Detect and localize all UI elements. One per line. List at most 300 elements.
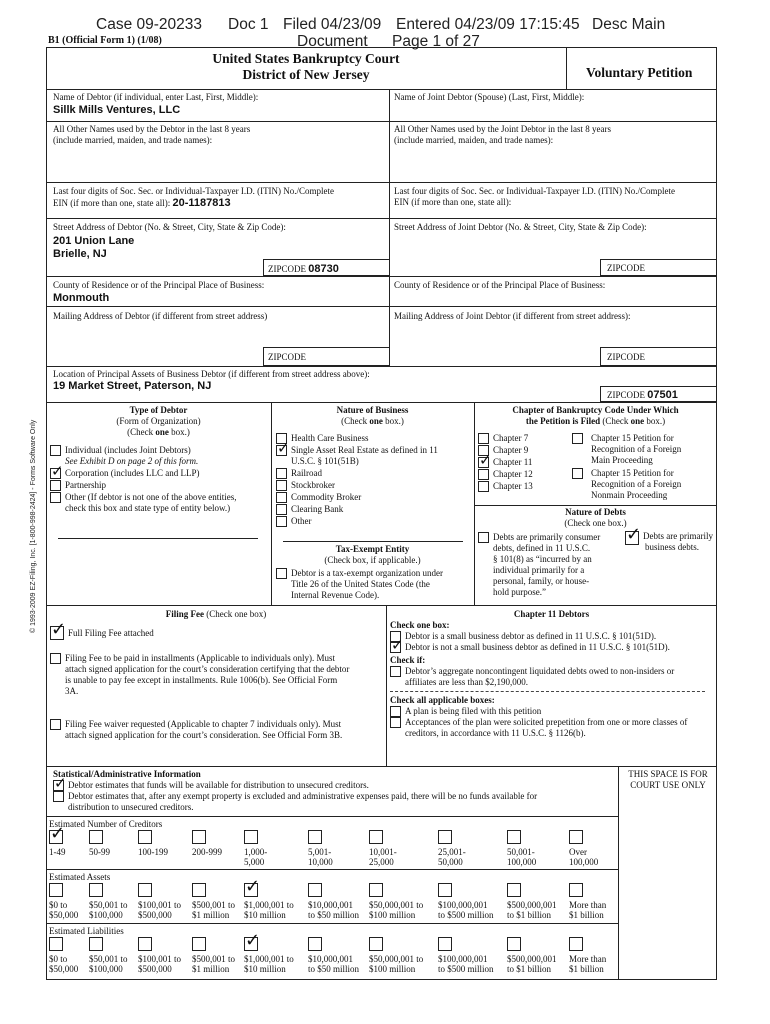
mailing-zip-label: ZIPCODE (268, 352, 306, 362)
business-label-2: business debts. (645, 541, 699, 552)
stats-title: Statistical/Administrative Information (53, 769, 201, 779)
creditors-checkbox[interactable] (244, 830, 258, 844)
creditors-range-line-1: 25,001- (438, 847, 466, 857)
liabilities-option[interactable] (308, 937, 359, 975)
option-railroad[interactable] (276, 468, 474, 479)
creditors-range-line-1: 50,001- (507, 847, 535, 857)
assets-range-line-2: to $1 billion (507, 910, 552, 921)
type-of-debtor-options (50, 445, 270, 515)
option-commodity[interactable] (276, 492, 474, 503)
other-names-line-2: (include married, maiden, and trade names): (53, 134, 213, 145)
option-ch7[interactable] (478, 433, 568, 444)
street-zip-value: 08730 (308, 263, 339, 275)
nob-sub-bold: one (369, 415, 383, 426)
case-number: Case 09-20233 (96, 16, 202, 33)
option-tax-exempt[interactable] (276, 568, 474, 602)
assets-range-line-2: to $50 million (308, 910, 360, 921)
installments-label-2: attach signed application for the court’s consideration certifying that the debtor (65, 663, 350, 674)
side-copyright: © 1993-2009 EZ-Filing, Inc. [1-800-998-2424] - Forms Software Only (30, 419, 37, 633)
ch12-checkbox[interactable] (478, 469, 489, 480)
full-fee-label: Full Filing Fee attached (68, 628, 154, 638)
option-other-entity[interactable] (50, 492, 270, 514)
ch13-checkbox[interactable] (478, 481, 489, 492)
stockbroker-label: Stockbroker (291, 479, 335, 490)
consumer-label-1: Debts are primarily consumer (493, 532, 601, 542)
aggregate-debts-checkbox[interactable] (390, 666, 401, 677)
liabilities-range-line-1: $1,000,001 to (244, 954, 294, 964)
assets-range-line-2: to $500 million (438, 910, 494, 921)
option-ch15-nonmain[interactable] (572, 468, 717, 501)
liabilities-range-line-2: $1 million (192, 964, 230, 975)
liabilities-range-line-2: $500,000 (138, 964, 172, 975)
plan-filed-label: A plan is being filed with this petition (405, 705, 542, 716)
creditors-checkbox[interactable] (569, 830, 583, 844)
ch11-dashed-divider (390, 691, 705, 692)
chapter-title-1: Chapter of Bankruptcy Code Under Which (512, 405, 679, 415)
assets-checkbox[interactable] (569, 883, 583, 897)
consumer-label-2: debts, defined in 11 U.S.C. (493, 542, 591, 553)
joint-mailing-zip-box (600, 347, 717, 366)
creditors-range-line-1: Over (569, 847, 587, 857)
option-consumer-debts[interactable] (478, 532, 618, 599)
ch15-nonmain-checkbox[interactable] (572, 468, 583, 479)
assets-option[interactable] (369, 883, 423, 921)
liabilities-checkbox[interactable] (507, 937, 521, 951)
ch12-label: Chapter 12 (493, 469, 533, 479)
nature-of-debts-header (474, 507, 717, 529)
option-acceptances[interactable] (390, 717, 715, 739)
option-other-business[interactable] (276, 516, 474, 527)
assets-option[interactable] (244, 883, 294, 921)
chapter-options-left (478, 433, 568, 493)
creditors-range-line-2: 25,000 (369, 857, 394, 868)
ch11-debtors-options (390, 620, 715, 740)
liabilities-option[interactable] (507, 937, 557, 975)
court-title (46, 51, 566, 84)
liabilities-option[interactable] (49, 937, 78, 975)
consumer-label-3: § 101(8) as “incurred by an (493, 553, 592, 564)
liabilities-range-line-2: $100,000 (89, 964, 123, 975)
nob-sub-pre: (Check (341, 415, 370, 426)
assets-title: Estimated Assets (49, 872, 111, 882)
tax-exempt-label-3: Internal Revenue Code). (291, 589, 380, 600)
liabilities-range-line-2: $50,000 (49, 964, 79, 975)
court-line-2: District of New Jersey (242, 67, 370, 83)
form-id: B1 (Official Form 1) (1/08) (48, 35, 162, 46)
ein-line-2 (53, 197, 334, 210)
stockbroker-checkbox[interactable] (276, 480, 287, 491)
liabilities-checkbox[interactable] (438, 937, 452, 951)
assets-range-line-2: $1 billion (569, 910, 604, 921)
acceptances-label-2: creditors, in accordance with 11 U.S.C. § 1126(b). (405, 727, 586, 738)
individual-label: Individual (includes Joint Debtors) (65, 445, 191, 455)
assets-checkbox[interactable] (308, 883, 322, 897)
option-fee-waiver[interactable] (50, 719, 383, 741)
liabilities-range-line-2: to $50 million (308, 964, 360, 975)
street-zip-box (263, 259, 390, 276)
assets-option[interactable] (192, 883, 235, 921)
option-single-asset[interactable] (276, 445, 474, 467)
fee-waiver-checkbox[interactable] (50, 719, 61, 730)
nature-of-debts-title: Nature of Debts (565, 507, 626, 517)
liabilities-option[interactable] (369, 937, 423, 975)
creditors-range-line-1: 100-199 (138, 847, 168, 857)
liabilities-checkbox[interactable] (369, 937, 383, 951)
chapter-header (474, 405, 717, 427)
ch11-debtors-title: Chapter 11 Debtors (513, 609, 590, 619)
plan-filed-checkbox[interactable] (390, 706, 401, 717)
partnership-checkbox[interactable] (50, 480, 61, 491)
assets-option[interactable] (138, 883, 181, 921)
filing-fee-title (46, 609, 386, 620)
other-business-label: Other (291, 515, 312, 526)
option-ch13[interactable] (478, 481, 568, 492)
creditors-option[interactable] (244, 830, 267, 868)
installments-checkbox[interactable] (50, 653, 61, 664)
creditors-range-line-1: 1,000- (244, 847, 268, 857)
liabilities-range-line-1: $500,001 to (192, 954, 236, 964)
assets-checkbox[interactable] (438, 883, 452, 897)
creditors-checkbox[interactable] (438, 830, 452, 844)
stats-block (53, 769, 615, 813)
joint-other-names-line-2: (include married, maiden, and trade names): (394, 134, 554, 145)
liabilities-checkbox[interactable] (49, 937, 63, 951)
ein-label-line-1: Last four digits of Soc. Sec. or Individual-Taxpayer I.D. (ITIN) No./Complete (53, 186, 335, 196)
liabilities-checkbox[interactable] (308, 937, 322, 951)
clearing-checkbox[interactable] (276, 504, 287, 515)
option-clearing[interactable] (276, 504, 474, 515)
entity-type-line[interactable] (58, 538, 258, 539)
voluntary-petition-title: Voluntary Petition (586, 65, 693, 80)
creditors-range-line-1: 5,001- (308, 847, 332, 857)
creditors-option[interactable] (138, 830, 168, 857)
ein-value: 20-1187813 (172, 196, 231, 209)
liabilities-option[interactable] (138, 937, 181, 975)
liabilities-range-line-1: $500,000,001 (507, 954, 557, 964)
not-small-business-checkbox[interactable] (390, 642, 401, 653)
mailing-zip-box (263, 347, 390, 366)
assets-range-line-2: $100,000 (89, 910, 123, 921)
clearing-label: Clearing Bank (291, 503, 344, 514)
mailing-label: Mailing Address of Debtor (if different from street address) (53, 311, 268, 321)
ein-label-line-2: EIN (if more than one, state all): (53, 197, 171, 208)
ch15-main-label-2: Recognition of a Foreign (591, 443, 682, 454)
filing-fee-title-rest: (Check one box) (204, 609, 267, 619)
joint-ein-label (394, 186, 675, 208)
creditors-option[interactable] (49, 830, 66, 857)
liabilities-option[interactable] (192, 937, 235, 975)
chapter-title-2 (474, 416, 717, 427)
liabilities-checkbox[interactable] (192, 937, 206, 951)
individual-note: See Exhibit D on page 2 of this form. (65, 455, 199, 466)
chapter-title-2-check: (Check (602, 415, 631, 426)
joint-ein-label-line-1: Last four digits of Soc. Sec. or Individual-Taxpayer I.D. (ITIN) No./Complete (394, 186, 676, 196)
creditors-checkbox[interactable] (89, 830, 103, 844)
option-no-funds[interactable] (53, 791, 615, 813)
liabilities-range-line-1: $0 to (49, 954, 68, 964)
type-of-debtor-title: Type of Debtor (129, 405, 188, 415)
full-fee-checkbox[interactable] (50, 626, 64, 640)
assets-range-line-1: $500,001 to (192, 900, 236, 910)
creditors-option[interactable] (192, 830, 222, 857)
creditors-title: Estimated Number of Creditors (49, 819, 163, 829)
railroad-label: Railroad (291, 467, 322, 478)
corporation-checkbox[interactable] (50, 468, 61, 479)
creditors-option[interactable] (89, 830, 110, 857)
commodity-label: Commodity Broker (291, 491, 362, 502)
no-funds-label-1: Debtor estimates that, after any exempt property is excluded and administrative expenses paid, there will be no funds available for (68, 790, 538, 801)
joint-other-names-line-1: All Other Names used by the Joint Debtor in the last 8 years (394, 124, 611, 134)
no-funds-checkbox[interactable] (53, 791, 64, 802)
chapter-title-2-bold: one (630, 415, 645, 426)
creditors-checkbox[interactable] (192, 830, 206, 844)
creditors-range-line-1: 50-99 (89, 847, 110, 857)
creditors-checkbox[interactable] (507, 830, 521, 844)
assets-checkbox[interactable] (138, 883, 152, 897)
ch11-label: Chapter 11 (493, 457, 533, 467)
liabilities-range-line-2: $100 million (369, 964, 416, 975)
assets-option[interactable] (569, 883, 606, 921)
single-asset-label-1: Single Asset Real Estate as defined in 11 (291, 445, 438, 455)
ch9-label: Chapter 9 (493, 445, 529, 455)
type-of-debtor-sub2 (46, 427, 271, 438)
page-indicator: Page 1 of 27 (392, 33, 480, 50)
creditors-range-line-2: 50,000 (438, 857, 463, 868)
nature-of-business-sub (271, 416, 474, 427)
consumer-debts-checkbox[interactable] (478, 532, 489, 543)
liabilities-range-line-2: to $500 million (438, 964, 494, 975)
tax-exempt-checkbox[interactable] (276, 568, 287, 579)
type-sub2-post: box.) (168, 426, 190, 437)
creditors-range-line-1: 10,001- (369, 847, 397, 857)
ch15-nonmain-label-1: Chapter 15 Petition for (591, 467, 674, 478)
other-names-label (53, 124, 250, 146)
business-debts-checkbox[interactable] (625, 531, 639, 545)
liabilities-checkbox[interactable] (569, 937, 583, 951)
filed-date: Filed 04/23/09 (283, 16, 382, 33)
funds-available-label: Debtor estimates that funds will be available for distribution to unsecured creditors. (68, 779, 369, 790)
other-entity-label-1: Other (If debtor is not one of the above entities, (65, 491, 237, 502)
assets-checkbox[interactable] (192, 883, 206, 897)
liabilities-option[interactable] (569, 937, 606, 975)
assets-range-line-1: More than (569, 900, 607, 910)
corporation-label: Corporation (includes LLC and LLP) (65, 467, 200, 478)
assets-option[interactable] (308, 883, 359, 921)
installments-label-4: 3A. (65, 685, 79, 696)
option-installments[interactable] (50, 653, 383, 697)
liabilities-option[interactable] (244, 937, 294, 975)
creditors-range-line-1: 200-999 (192, 847, 222, 857)
ch11-check-one: Check one box: (390, 620, 450, 630)
liabilities-row (49, 937, 617, 977)
commodity-checkbox[interactable] (276, 492, 287, 503)
assets-range-line-1: $1,000,001 to (244, 900, 294, 910)
liabilities-range-line-1: $100,001 to (138, 954, 182, 964)
tax-exempt-title: Tax-Exempt Entity (335, 544, 410, 554)
street-label: Street Address of Debtor (No. & Street, City, State & Zip Code): (53, 222, 286, 232)
acceptances-checkbox[interactable] (390, 717, 401, 728)
aggregate-label-1: Debtor’s aggregate noncontingent liquidated debts owed to non-insiders or (405, 665, 675, 676)
acceptances-label-1: Acceptances of the plan were solicited prepetition from one or more classes of (405, 716, 688, 727)
creditors-checkbox[interactable] (369, 830, 383, 844)
type-sub2-bold: one (155, 426, 169, 437)
joint-county-label: County of Residence or of the Principal Place of Business: (394, 280, 606, 290)
assets-option[interactable] (507, 883, 557, 921)
small-business-label: Debtor is a small business debtor as defined in 11 U.S.C. § 101(51D). (405, 630, 657, 641)
creditors-range-line-2: 10,000 (308, 857, 333, 868)
ch11-check-if: Check if: (390, 654, 426, 665)
assets-option[interactable] (438, 883, 494, 921)
creditors-option[interactable] (308, 830, 333, 868)
creditors-option[interactable] (369, 830, 397, 868)
assets-option[interactable] (49, 883, 78, 921)
joint-name-label: Name of Joint Debtor (Spouse) (Last, First, Middle): (394, 92, 585, 102)
street-zip-label: ZIPCODE (268, 264, 306, 274)
assets-zip-value: 07501 (647, 389, 678, 401)
creditors-checkbox[interactable] (49, 830, 63, 844)
option-funds-available[interactable] (53, 780, 615, 791)
liabilities-range-line-1: $50,001 to (89, 954, 128, 964)
assets-zip-label: ZIPCODE (607, 390, 645, 400)
option-ch11[interactable] (478, 457, 568, 468)
liabilities-range-line-2: $10 million (244, 964, 286, 975)
liabilities-title: Estimated Liabilities (49, 926, 124, 936)
court-use-line-2: COURT USE ONLY (630, 779, 706, 790)
ch15-nonmain-label-3: Nonmain Proceeding (591, 489, 668, 500)
option-aggregate-debts[interactable] (390, 666, 715, 688)
option-business-debts[interactable] (625, 531, 717, 554)
desc-main: Desc Main (592, 16, 666, 33)
aggregate-label-2: affiliates are less than $2,190,000. (405, 676, 529, 687)
option-stockbroker[interactable] (276, 480, 474, 491)
funds-available-checkbox[interactable] (53, 780, 64, 791)
nature-of-debts-sub: (Check one box.) (564, 517, 627, 528)
assets-checkbox[interactable] (507, 883, 521, 897)
option-ch15-main[interactable] (572, 433, 717, 466)
single-asset-checkbox[interactable] (276, 445, 287, 456)
creditors-option[interactable] (438, 830, 466, 868)
individual-checkbox[interactable] (50, 445, 61, 456)
creditors-checkbox[interactable] (138, 830, 152, 844)
consumer-row[interactable] (478, 532, 618, 598)
creditors-option[interactable] (507, 830, 536, 868)
assets-range-line-1: $100,001 to (138, 900, 182, 910)
liabilities-option[interactable] (89, 937, 128, 975)
chapter-options-right (572, 433, 717, 502)
ch7-checkbox[interactable] (478, 433, 489, 444)
joint-street-zip-box (600, 259, 717, 276)
tax-exempt-header (271, 544, 474, 566)
assets-checkbox[interactable] (49, 883, 63, 897)
other-names-line-1: All Other Names used by the Debtor in the last 8 years (53, 124, 251, 134)
health-label: Health Care Business (291, 433, 369, 443)
assets-location-value: 19 Market Street, Paterson, NJ (53, 380, 212, 392)
railroad-checkbox[interactable] (276, 468, 287, 479)
consumer-label-4: individual primarily for a (493, 564, 585, 575)
liabilities-checkbox[interactable] (89, 937, 103, 951)
option-individual[interactable] (50, 445, 270, 467)
assets-range-line-1: $500,000,001 (507, 900, 557, 910)
type-of-debtor-header (46, 405, 271, 438)
ch11-checkbox[interactable] (478, 457, 489, 468)
option-partnership[interactable] (50, 480, 270, 491)
option-plan-filed[interactable] (390, 706, 715, 717)
creditors-option[interactable] (569, 830, 598, 868)
liabilities-checkbox[interactable] (138, 937, 152, 951)
county-value: Monmouth (53, 292, 110, 304)
assets-location-label: Location of Principal Assets of Business Debtor (if different from street address above): (53, 369, 370, 379)
liabilities-range-line-2: to $1 billion (507, 964, 552, 975)
filing-fee-options (50, 626, 383, 742)
option-full-fee[interactable] (50, 626, 383, 640)
ch11-check-all: Check all applicable boxes: (390, 694, 495, 705)
partnership-label: Partnership (65, 479, 106, 490)
tax-exempt-row[interactable] (276, 568, 474, 601)
assets-range-line-2: $500,000 (138, 910, 172, 921)
ch15-nonmain-label-2: Recognition of a Foreign (591, 478, 682, 489)
debtor-name-value: Sillk Mills Ventures, LLC (53, 104, 181, 116)
assets-row (49, 883, 617, 923)
ch7-label: Chapter 7 (493, 433, 529, 443)
business-label-1: Debts are primarily (643, 531, 713, 541)
option-ch12[interactable] (478, 469, 568, 480)
ch15-main-label-1: Chapter 15 Petition for (591, 433, 674, 443)
doc-number: Doc 1 (228, 16, 269, 33)
liabilities-range-line-1: More than (569, 954, 607, 964)
not-small-business-label: Debtor is not a small business debtor as defined in 11 U.S.C. § 101(51D). (405, 641, 670, 652)
liabilities-checkbox[interactable] (244, 937, 258, 951)
ch15-main-checkbox[interactable] (572, 433, 583, 444)
street-line-2: Brielle, NJ (53, 248, 107, 260)
fee-waiver-label-2: attach signed application for the court’s consideration. See Official Form 3B. (65, 729, 343, 740)
no-funds-label-2: distribution to unsecured creditors. (68, 801, 194, 812)
assets-range-line-2: $100 million (369, 910, 416, 921)
other-business-checkbox[interactable] (276, 516, 287, 527)
assets-checkbox[interactable] (369, 883, 383, 897)
liabilities-range-line-1: $100,000,001 (438, 954, 488, 964)
joint-other-names-label (394, 124, 611, 146)
other-entity-label-2: check this box and state type of entity below.) (65, 502, 231, 513)
liabilities-option[interactable] (438, 937, 494, 975)
option-health[interactable] (276, 433, 474, 444)
creditors-checkbox[interactable] (308, 830, 322, 844)
assets-range-line-2: $10 million (244, 910, 286, 921)
county-label: County of Residence or of the Principal Place of Business: (53, 280, 265, 290)
business-row[interactable] (625, 531, 717, 553)
assets-checkbox[interactable] (244, 883, 258, 897)
installments-label-1: Filing Fee to be paid in installments (Applicable to individuals only). Must (65, 653, 335, 663)
assets-range-line-2: $1 million (192, 910, 230, 921)
court-use-only (619, 769, 717, 791)
option-corporation[interactable] (50, 468, 270, 479)
other-entity-checkbox[interactable] (50, 492, 61, 503)
option-small-business[interactable] (390, 631, 715, 642)
street-line-1: 201 Union Lane (53, 235, 135, 247)
ch13-label: Chapter 13 (493, 481, 533, 491)
tax-exempt-sub: (Check box, if applicable.) (324, 554, 421, 565)
tax-exempt-label-2: Title 26 of the United States Code (the (291, 578, 430, 589)
joint-street-zip-label: ZIPCODE (607, 263, 645, 273)
assets-checkbox[interactable] (89, 883, 103, 897)
entered-date: Entered 04/23/09 17:15:45 (396, 16, 580, 33)
creditors-row (49, 830, 617, 870)
assets-range-line-2: $50,000 (49, 910, 79, 921)
option-not-small-business[interactable] (390, 642, 715, 653)
document-label: Document (297, 33, 368, 50)
assets-option[interactable] (89, 883, 128, 921)
single-asset-label-2: U.S.C. § 101(51B) (291, 455, 359, 466)
liabilities-range-line-2: $1 billion (569, 964, 604, 975)
